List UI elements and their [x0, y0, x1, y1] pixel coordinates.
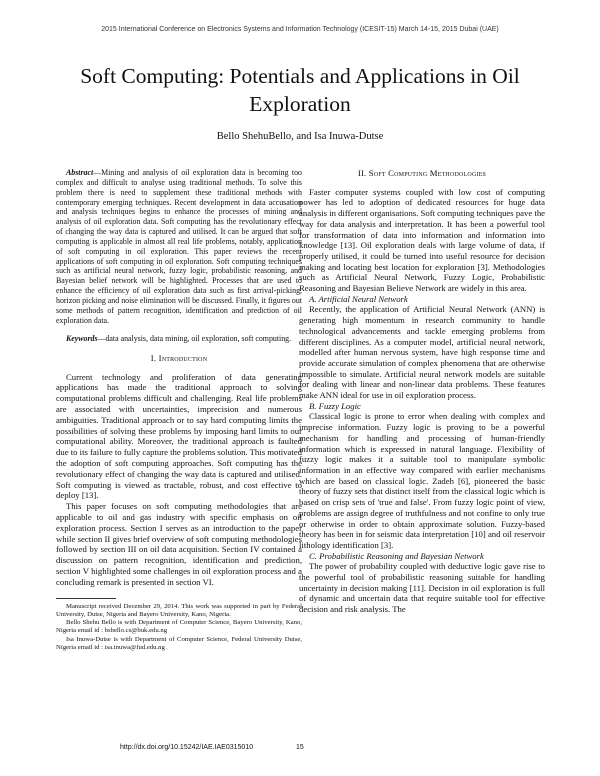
subsection-heading-ann: A. Artificial Neural Network	[309, 293, 408, 304]
fuzzy-paragraph: Classical logic is prone to error when dealing with complex and imprecise information. Fuzzy logic is proving to be a powerful mechanism for handling and processing of human-friendly information which is expressed in natural language. Flexibility of fuzzy logic makes it a suitable tool to manipulate symbolic information in an effective way compared with earlier mechanisms which are based on classical logic. Zadeh [6], pioneered the basic theory of fuzzy sets that distinct itself from the classical logic which is based on crisp sets of 'true and false'. From fuzzy logic point of view, problems are assign degree of truthfulness and not confine to only true or otherwise in order to obtain approximate solution. Fuzzy-based theory has been in for seismic data interpretation [10] and oil reservoir lithology identification [3].	[299, 411, 545, 550]
intro-paragraph-1: Current technology and proliferation of data generating applications has made the traditional approach to solving computational problems difficult and challenging. Real life problems are associated with uncertainties, imprecision and numerous ambiguities. Traditional approach or to say hard computing limits the possibilities of solving these problems by imposing hard limits to our computational ability. Moreover, the traditional approach is faulted due to its failure to fully capture the problems solution. This motivated the adoption of soft computing approaches. Soft computing has the revolutionary effect of changing the way data is captured and utilised. Soft computing is viewed as tractable, robust, and cost effective to deploy [13].	[56, 371, 302, 501]
footnote-author-1: Bello Shehu Bello is with Department of Computer Science, Bayero University, Kano, Nigeria email id : bsbello.cs@buk.edu.ng	[56, 619, 302, 635]
subsection-heading-probabilistic: C. Probabilistic Reasoning and Bayesian Network	[309, 550, 484, 561]
authors: Bello ShehuBello, and Isa Inuwa-Dutse	[216, 131, 384, 142]
section-heading-soft-computing: II. Soft Computing Methodologies	[357, 168, 487, 178]
abstract	[56, 168, 302, 326]
section-heading-introduction: I. Introduction	[150, 353, 208, 364]
paper-title: Soft Computing: Potentials and Applications in Oil Exploration	[80, 64, 520, 116]
right-column	[299, 164, 545, 615]
subsection-heading-fuzzy: B. Fuzzy Logic	[309, 400, 361, 411]
soft-computing-paragraph: Faster computer systems coupled with low cost of computing power has led to adoption of dedicated resources for huge data analysis in different organisations. Soft computing techniques pave the way for data analysis and interpretation. It has been a powerful tool for transformation of data into information and information into knowledge [13]. Oil exploration deals with large volume of data, if properly utilised, it could be turned into useful resource for decision making and locating best location for exploration [3]. Methodologies such as Artificial Neural Network, Fuzzy Logic, Probabilistic Reasoning and Bayesian Believe Network are widely in this area.	[299, 186, 546, 294]
footnote-author-2: Isa Inuwa-Dutse is with Department of Computer Science, Federal University Dutse, Nigeria email id : isa.inuwa@fud.edu.ng	[56, 635, 302, 652]
intro-paragraph-2: This paper focuses on soft computing methodologies that are applicable to oil and gas industry with specific emphasis on oil exploration process. Section I serves as an introduction to the paper while section II gives brief overview of soft computing methodologies followed by section III on oil data acquisition. Section IV contained a discussion on pattern recognition, identification and prediction, section V highlighted some challenges in oil exploration process and a concluding remark is presented in section VI.	[56, 501, 302, 587]
keywords-label: Keywords	[66, 333, 98, 343]
doi-link[interactable]: http://dx.doi.org/10.15242/IAE.IAE0315010	[120, 744, 254, 751]
footnote-manuscript: Manuscript received December 29, 2014. This work was supported in part by Federal University, Dutse, Nigeria and Bayero University, Kano, Nigeria.	[56, 602, 302, 618]
page-number: 15	[296, 744, 304, 751]
keywords	[56, 334, 302, 344]
ann-paragraph: Recently, the application of Artificial Neural Network (ANN) is generating high momentum in research community to handle technological advancements and tackle emerging problems from different disciplines. As a computer model, artificial neural network, modelled after human nervous system, have high response time and provide accurate simulation of complex phenomena that are otherwise impossible to simulate. Artificial neural network models are suitable for dealing with linear and non-linear data problems. These features make ANN ideal for use in oil exploration process.	[299, 304, 545, 401]
conference-header: 2015 International Conference on Electronics Systems and Information Technology (ICESIT-15) March 14-15, 2015 Dubai (UAE)	[101, 26, 499, 33]
left-column	[56, 168, 302, 652]
probabilistic-paragraph: The power of probability coupled with deductive logic gave rise to the powerful tool of probabilistic reasoning suitable for handling uncertainty in decision making [11]. Decision in oil exploration is full of dynamic and uncertain data that require suitable tool for effective decision and risk analysis. The	[299, 561, 545, 615]
footnote-divider	[56, 598, 116, 599]
abstract-text: —Mining and analysis of oil exploration data is becoming too complex and difficult to analyse using traditional methods. To solve this problem there is need to supplement these traditional methods with contemporary emerging techniques. Recent development in data accusation and analysis techniques begins to enhance the processes of mining and analysis of oil exploration data. Soft computing has the revolutionary effect of changing the way data is captured and utilised. It can be argued that soft computing is applicable in almost all real life problems, notably, application of soft computing in oil exploration. This paper reviews the recent applications of soft computing in oil exploration. Soft computing techniques such as artificial neural network, fuzzy logic, probabilistic reasoning, and Bayesian belief network will be highlighted. Processes that are used to enhance the efficiency of oil exploration data such as first arrival-picking, horizon picking and noise elimination will be discussed. Finally, it figures out some methods of pattern recognition, identification and prediction of oil exploration data.	[56, 168, 302, 325]
keywords-text: —data analysis, data mining, oil exploration, soft computing.	[97, 333, 292, 343]
abstract-label: Abstract	[66, 168, 94, 177]
